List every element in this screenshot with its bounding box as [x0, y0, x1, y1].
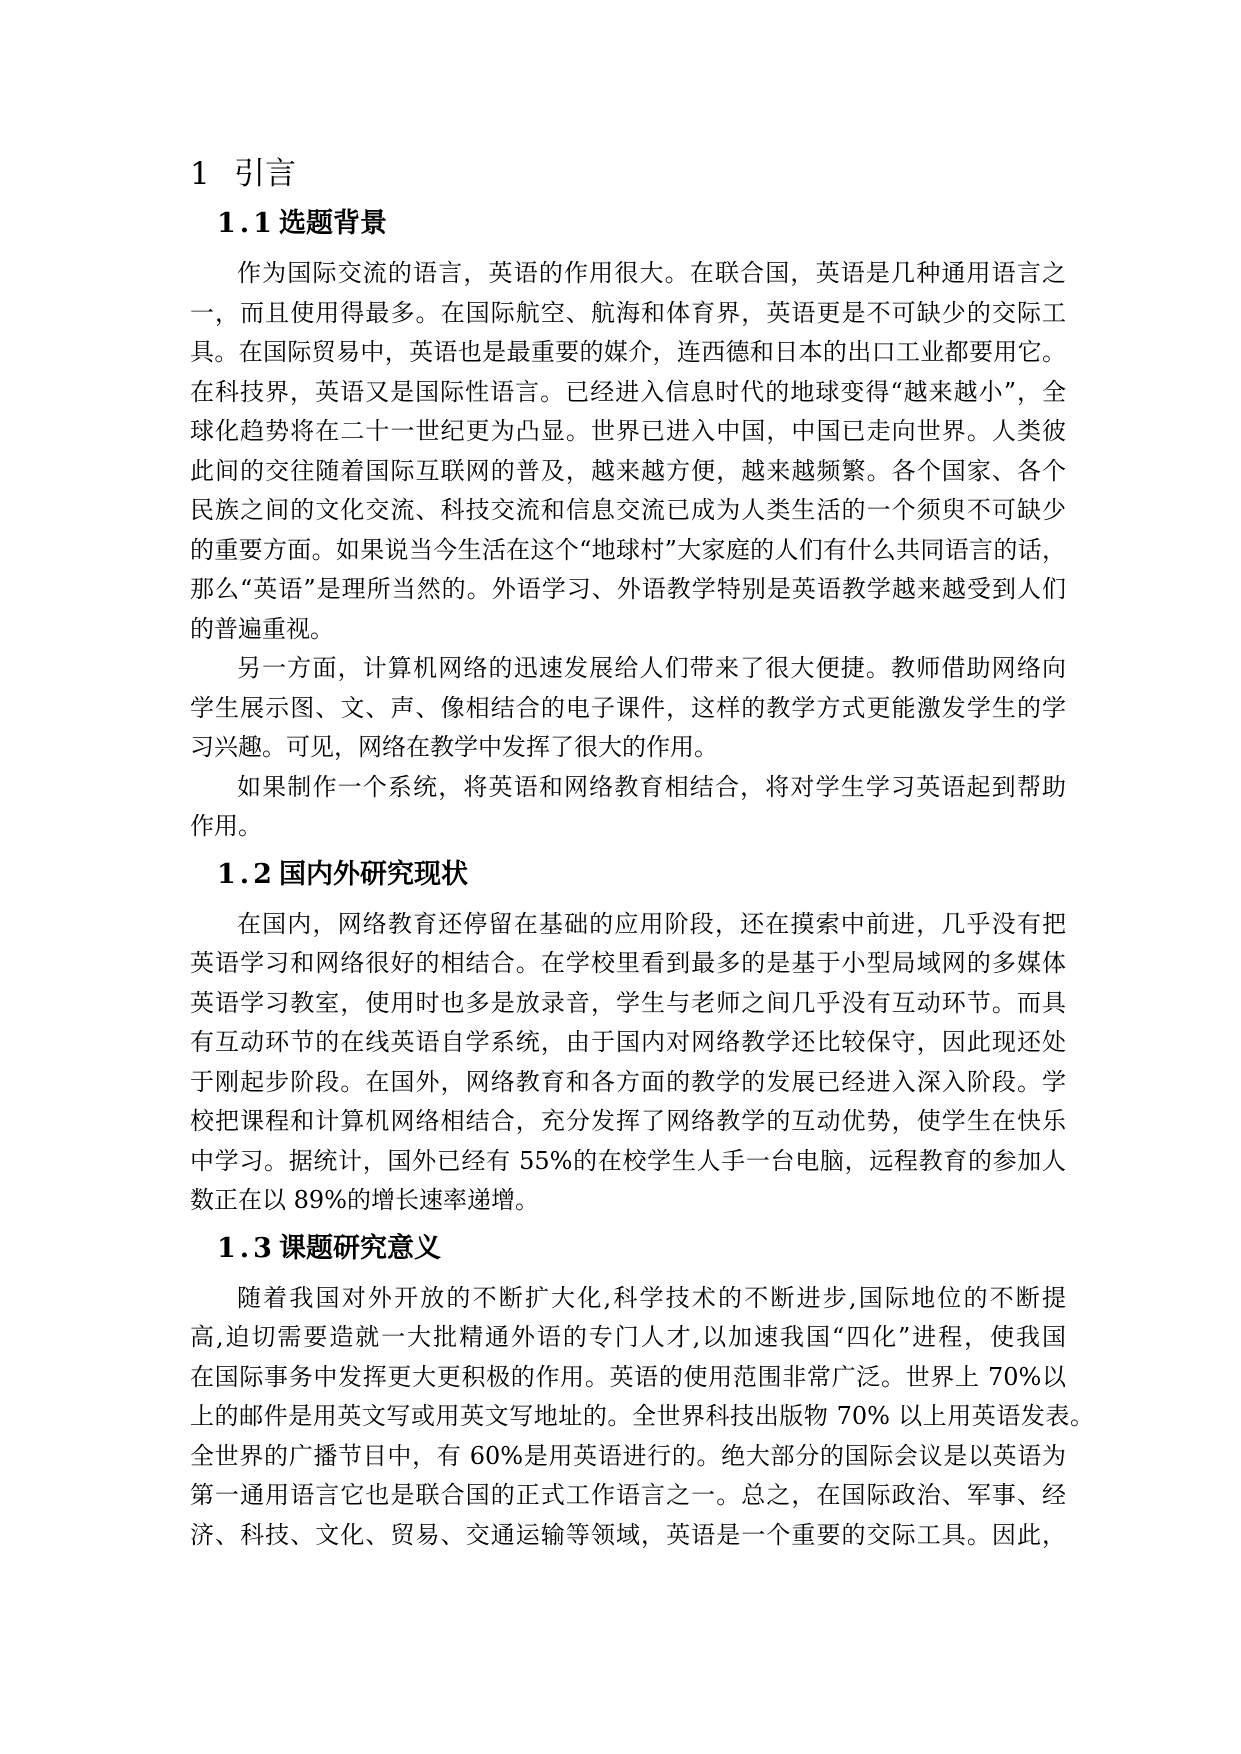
paragraph-line: 英语学习和网络很好的相结合。在学校里看到最多的是基于小型局域网的多媒体: [190, 949, 1066, 977]
paragraph-line: 的重要方面。如果说当今生活在这个“地球村”大家庭的人们有什么共同语言的话，: [190, 535, 1066, 564]
paragraph-line: 在国内，网络教育还停留在基础的应用阶段，还在摸索中前进，几乎没有把: [237, 909, 1066, 938]
section-heading: [190, 152, 1241, 196]
paragraph-line: 那么“英语”是理所当然的。外语学习、外语教学特别是英语教学越来越受到人们: [190, 575, 1066, 603]
paragraph-line: 全世界的广播节目中，有 60%是用英语进行的。绝大部分的国际会议是以英语为: [190, 1441, 1066, 1470]
subsection-title: 选题背景: [279, 208, 387, 239]
paragraph-line: 济、科技、文化、贸易、交通运输等领域，英语是一个重要的交际工具。因此，: [190, 1520, 1066, 1549]
paragraph: [190, 254, 1241, 649]
subsection-number: 1.3: [217, 1232, 276, 1264]
paragraph-line: 上的邮件是用英文写或用英文写地址的。全世界科技出版物 70% 以上用英语发表。: [190, 1402, 1094, 1430]
paragraph: [190, 768, 1241, 847]
paragraph-line: 习兴趣。可见，网络在教学中发挥了很大的作用。: [190, 733, 718, 761]
subsection-heading: [190, 851, 1241, 905]
paragraph-line: 民族之间的文化交流、科技交流和信息交流已成为人类生活的一个须臾不可缺少: [190, 496, 1066, 524]
paragraph-line: 于刚起步阶段。在国外，网络教育和各方面的教学的发展已经进入深入阶段。学: [190, 1067, 1066, 1096]
paragraph-line: 学生展示图、文、声、像相结合的电子课件，这样的教学方式更能激发学生的学: [190, 693, 1066, 722]
paragraph-line: 的普遍重视。: [190, 614, 334, 643]
paragraph-line: 如果制作一个系统，将英语和网络教育相结合，将对学生学习英语起到帮助: [237, 772, 1066, 801]
paragraph-line: 在国际事务中发挥更大更积极的作用。英语的使用范围非常广泛。世界上 70%以: [190, 1362, 1066, 1391]
paragraph-line: 有互动环节的在线英语自学系统，由于国内对网络教学还比较保守，因此现还处: [190, 1028, 1066, 1056]
paragraph: [190, 649, 1241, 768]
subsection-title: 课题研究意义: [279, 1232, 441, 1264]
subsection-number: 1.1: [217, 208, 276, 239]
paragraph-line: 另一方面，计算机网络的迅速发展给人们带来了很大便捷。教师借助网络向: [237, 654, 1066, 682]
paragraph-line: 第一通用语言它也是联合国的正式工作语言之一。总之，在国际政治、军事、经: [190, 1481, 1066, 1509]
paragraph-line: 英语学习教室，使用时也多是放录音，学生与老师之间几乎没有互动环节。而具: [190, 988, 1066, 1017]
paragraph-line: 作为国际交流的语言，英语的作用很大。在联合国，英语是几种通用语言之: [237, 259, 1066, 287]
paragraph-line: 具。在国际贸易中，英语也是最重要的媒介，连西德和日本的出口工业都要用它。: [190, 338, 1066, 366]
paragraph-line: 在科技界，英语又是国际性语言。已经进入信息时代的地球变得“越来越小”，全: [190, 377, 1066, 406]
subsection-heading: [190, 1225, 1241, 1279]
section-title: 引言: [234, 156, 296, 192]
paragraph-line: 高,迫切需要造就一大批精通外语的专门人才,以加速我国“四化”进程，使我国: [190, 1323, 1066, 1351]
paragraph-line: 作用。: [190, 812, 262, 840]
subsection-title: 国内外研究现状: [279, 858, 468, 890]
paragraph-line: 中学习。据统计，国外已经有 55%的在校学生人手一台电脑，远程教育的参加人: [190, 1146, 1066, 1175]
paragraph-line: 球化趋势将在二十一世纪更为凸显。世界已进入中国，中国已走向世界。人类彼: [190, 417, 1066, 445]
paragraph-line: 此间的交往随着国际互联网的普及，越来越方便，越来越频繁。各个国家、各个: [190, 456, 1066, 485]
paragraph-line: 随着我国对外开放的不断扩大化,科学技术的不断进步,国际地位的不断提: [237, 1283, 1066, 1312]
paragraph: [190, 1279, 1241, 1556]
subsection-heading: [190, 200, 1241, 254]
paragraph-line: 校把课程和计算机网络相结合，充分发挥了网络教学的互动优势，使学生在快乐: [190, 1107, 1066, 1135]
paragraph-line: 数正在以 89%的增长速率递增。: [190, 1186, 539, 1214]
section-number: 1: [190, 156, 210, 192]
paragraph: [190, 905, 1241, 1221]
subsection-number: 1.2: [217, 858, 276, 890]
paragraph-line: 一，而且使用得最多。在国际航空、航海和体育界，英语更是不可缺少的交际工: [190, 298, 1066, 327]
